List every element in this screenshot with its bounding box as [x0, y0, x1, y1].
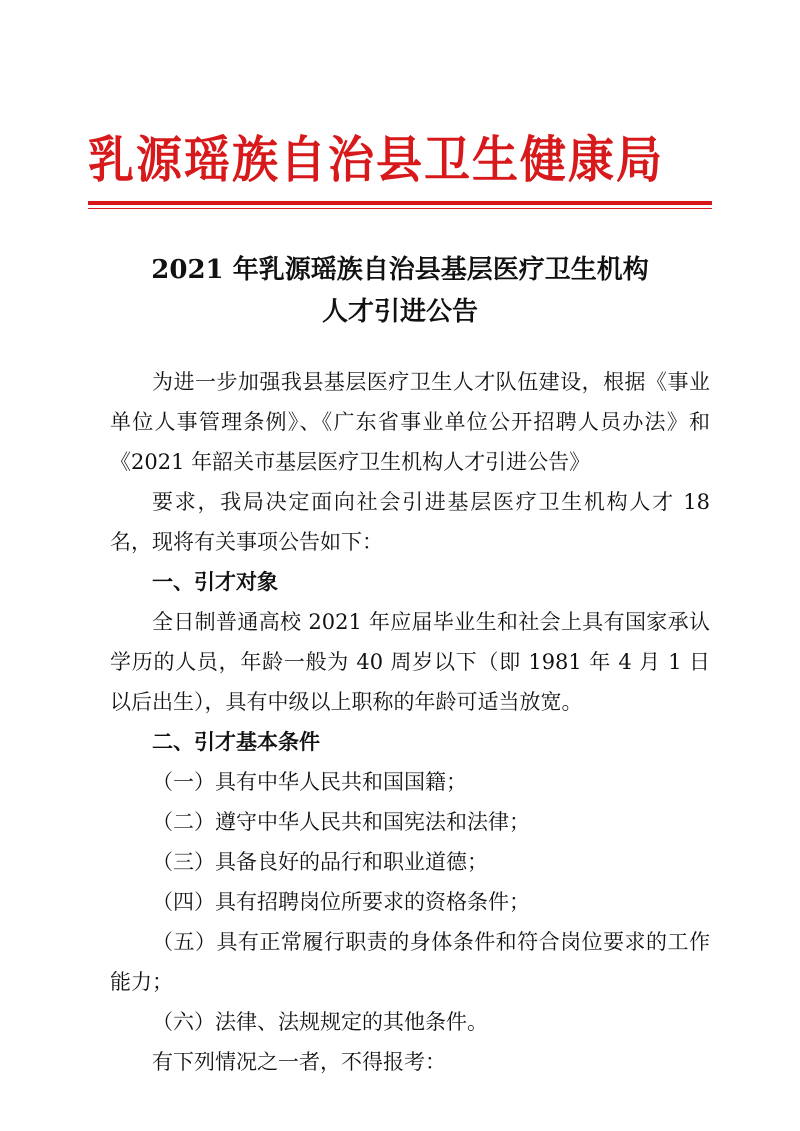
organization-header-char: 局 — [615, 130, 662, 189]
organization-header-char: 族 — [231, 130, 278, 189]
organization-header-char: 健 — [519, 130, 566, 189]
header-divider-thick — [88, 201, 712, 205]
section-1-paragraph: 全日制普通高校 2021 年应届毕业生和社会上具有国家承认学历的人员，年龄一般为 40 周岁以下（即 1981 年 4 月 1 日以后出生），具有中级以上职称的年龄可适当放宽。 — [110, 610, 710, 714]
organization-header-char: 康 — [567, 130, 614, 189]
condition-2: （二）遵守中华人民共和国宪法和法律； — [152, 810, 530, 834]
document-body — [110, 362, 710, 1082]
intro-paragraph-2: 要求，我局决定面向社会引进基层医疗卫生机构人才 18 名，现将有关事项公告如下： — [110, 490, 710, 554]
condition-3: （三）具备良好的品行和职业道德； — [152, 850, 488, 874]
condition-6: （六）法律、法规规定的其他条件。 — [152, 1010, 488, 1034]
organization-header-char: 县 — [375, 130, 422, 189]
header-divider-thin — [88, 208, 712, 209]
organization-header-char: 源 — [135, 130, 182, 189]
section-1-heading: 一、引才对象 — [152, 570, 278, 594]
condition-1: （一）具有中华人民共和国国籍； — [152, 770, 467, 794]
condition-5: （五）具有正常履行职责的身体条件和符合岗位要求的工作能力； — [110, 930, 710, 994]
organization-header-char: 乳 — [88, 130, 134, 189]
document-title-line-2: 人才引进公告 — [321, 297, 478, 327]
intro-paragraph-1: 为进一步加强我县基层医疗卫生人才队伍建设，根据《事业单位人事管理条例》、《广东省事业单位公开招聘人员办法》和《2021 年韶关市基层医疗卫生机构人才引进公告》 — [110, 370, 710, 474]
organization-header-char: 生 — [471, 130, 518, 189]
condition-4: （四）具有招聘岗位所要求的资格条件； — [152, 890, 530, 914]
exclusion-intro: 有下列情况之一者，不得报考： — [152, 1050, 446, 1074]
organization-header-char: 自 — [279, 130, 326, 189]
organization-header — [88, 116, 662, 196]
organization-header-char: 卫 — [423, 130, 470, 189]
section-2-heading: 二、引才基本条件 — [152, 730, 320, 754]
document-title-line-1: 2021 年乳源瑶族自治县基层医疗卫生机构 — [151, 255, 649, 285]
organization-header-char: 瑶 — [183, 130, 230, 189]
organization-header-char: 治 — [327, 130, 374, 189]
